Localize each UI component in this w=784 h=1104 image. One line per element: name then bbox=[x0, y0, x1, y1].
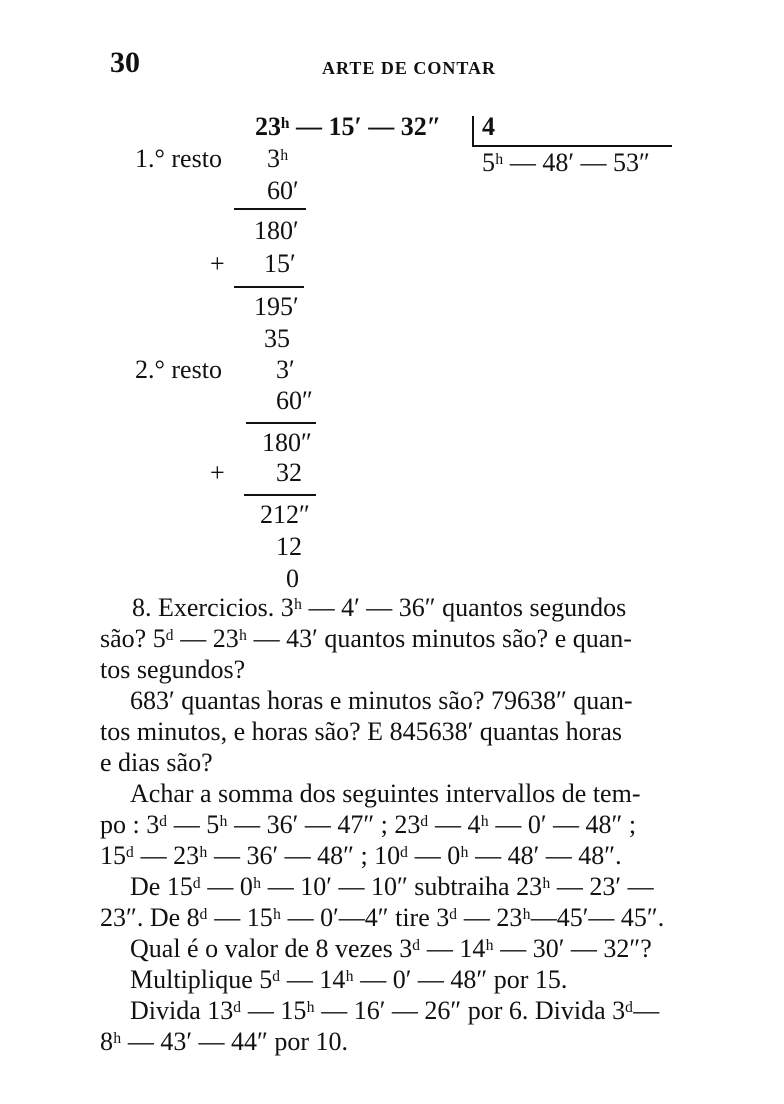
exercise-line: são? 5ᵈ — 23ʰ — 43′ quantos minutos são? e quan- bbox=[100, 624, 632, 653]
exercise-line: De 15ᵈ — 0ʰ — 10′ — 10″ subtraiha 23ʰ — 23′ — bbox=[130, 872, 654, 901]
exercise-line: 15ᵈ — 23ʰ — 36′ — 48″ ; 10ᵈ — 0ʰ — 48′ — 48″. bbox=[100, 841, 622, 870]
quotient: 5ʰ — 48′ — 53″ bbox=[482, 148, 650, 177]
division-step: 180′ bbox=[254, 216, 299, 245]
sum-rule bbox=[246, 422, 316, 424]
divisor: 4 bbox=[482, 112, 495, 141]
exercise-line: 683′ quantas horas e minutos são? 79638″ quan- bbox=[130, 686, 633, 715]
exercise-line: tos minutos, e horas são? E 845638′ quantas horas bbox=[100, 717, 622, 746]
division-step: 3ʰ bbox=[267, 144, 289, 173]
first-remainder-label: 1.° resto bbox=[135, 144, 222, 173]
exercise-line: tos segundos? bbox=[100, 655, 246, 684]
exercise-line: Achar a somma dos seguintes intervallos de tem- bbox=[130, 779, 641, 808]
sum-rule bbox=[244, 494, 316, 496]
exercise-line: 8ʰ — 43′ — 44″ por 10. bbox=[100, 1027, 349, 1056]
sum-rule bbox=[234, 286, 304, 288]
division-step: 195′ bbox=[254, 292, 299, 321]
division-step: 60″ bbox=[276, 386, 313, 415]
plus-sign: + bbox=[210, 458, 225, 487]
division-step: 180″ bbox=[262, 428, 312, 457]
division-step: 3′ bbox=[276, 355, 295, 384]
exercise-line: Divida 13ᵈ — 15ʰ — 16′ — 26″ por 6. Divida 3ᵈ— bbox=[130, 996, 660, 1025]
division-bar bbox=[472, 116, 474, 146]
sum-rule bbox=[234, 208, 306, 210]
exercise-line: Qual é o valor de 8 vezes 3ᵈ — 14ʰ — 30′ — 32″? bbox=[130, 934, 652, 963]
page-number: 30 bbox=[110, 46, 140, 79]
plus-sign: + bbox=[210, 249, 225, 278]
second-remainder-label: 2.° resto bbox=[135, 355, 222, 384]
exercise-line: 8. Exercicios. 3ʰ — 4′ — 36″ quantos segundos bbox=[132, 593, 627, 622]
exercise-line: e dias são? bbox=[100, 748, 213, 777]
division-step: 32 bbox=[276, 458, 302, 487]
exercise-line: 23″. De 8ᵈ — 15ʰ — 0′—4″ tire 3ᵈ — 23ʰ—45′— 45″. bbox=[100, 903, 665, 932]
exercise-line: Multiplique 5ᵈ — 14ʰ — 0′ — 48″ por 15. bbox=[130, 965, 568, 994]
division-step: 0 bbox=[286, 564, 299, 593]
division-step: 212″ bbox=[260, 500, 310, 529]
exercise-line: po : 3ᵈ — 5ʰ — 36′ — 47″ ; 23ᵈ — 4ʰ — 0′ — 48″ ; bbox=[100, 810, 637, 839]
dividend: 23ʰ — 15′ — 32″ bbox=[255, 112, 442, 141]
running-title: ARTE DE CONTAR bbox=[322, 58, 497, 78]
division-step: 12 bbox=[276, 532, 302, 561]
division-step: 60′ bbox=[267, 176, 299, 205]
division-step: 35 bbox=[264, 324, 290, 353]
division-step: 15′ bbox=[264, 249, 296, 278]
quotient-rule bbox=[472, 145, 672, 147]
